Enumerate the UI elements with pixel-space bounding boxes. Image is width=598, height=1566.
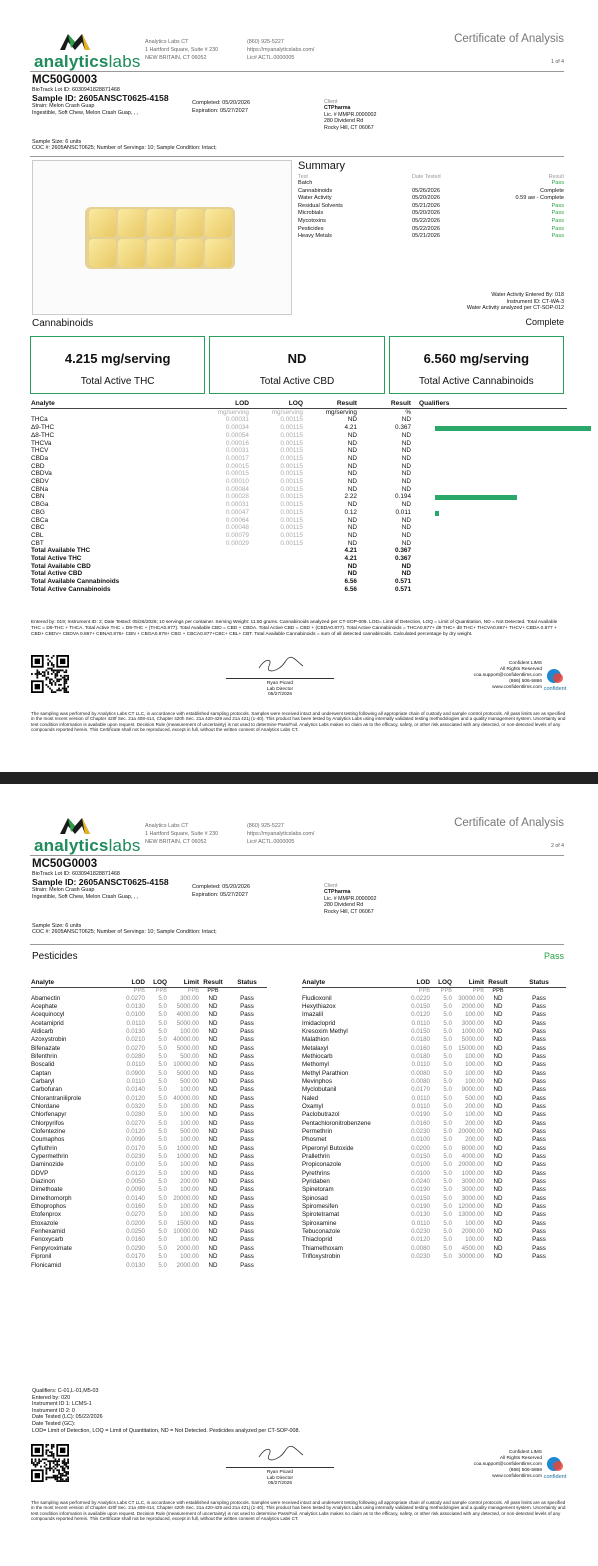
table-row: Ethoprophos 0.0160 5.0 100.00 ND Pass — [31, 1203, 254, 1211]
table-row: CBT 0.00029 0.00115 ND ND — [31, 539, 411, 547]
table-row: Diazinon 0.0050 5.0 200.00 ND Pass — [31, 1178, 254, 1186]
table-row: Pentachloronitrobenzene 0.0160 5.0 200.00 ND Pass — [302, 1119, 546, 1127]
summary-row: Residual Solvents 05/21/2026 Pass — [298, 202, 564, 209]
coa-title: Certificate of Analysis — [454, 33, 564, 45]
table-row: Fenhexamid 0.0250 5.0 10000.00 ND Pass — [31, 1228, 254, 1236]
cannabinoid-notes: Entered by: 019; Instrument ID: 2; Date Tested: 05/26/2026; 10 servings per container. Serving Weight: 11.50 grams. Cannabinoids analyzed per CT-SOP-009. LOD= Limit of Detection, LOQ = Limit of Quantitation, ND = Not Detected. Total Available THC = D9-THC + THCA. Total Active THC = D9-THC + (THCA0.877). Total Available CBD = CBD + CBDA. Total Active CBD = CBD + (CBDA0.877). Total Active Cannabinoids = THCA0.877+ d9 THC+ d8 THC+ THCVA0.867+ THCV+ CBDA 0.877 + CBD+ CBDV+ CBDVA 0.867+ CBNA0.876+ CBN + CBGA0.878+ CBG + CBCA0.877+CBC+ CBL+ CBT. Total Available Cannabinoids = sum of all detected cannabinoids. Calculated percentage by dry weight. — [31, 620, 558, 637]
table-row: Carbofuran 0.0140 5.0 100.00 ND Pass — [31, 1086, 254, 1094]
table-row: CBDV 0.00010 0.00115 ND ND — [31, 478, 411, 486]
table-row: Clofentezine 0.0120 5.0 500.00 ND Pass — [31, 1128, 254, 1135]
total-row: Total Active CBD ND ND — [31, 570, 411, 578]
qualifier-line: Entered by: 020 — [32, 1394, 71, 1401]
total-row: Total Available THC 4.21 0.367 — [31, 547, 411, 555]
table-row: Aldicarb 0.0130 5.0 100.00 ND Pass — [31, 1027, 254, 1035]
signature-icon — [255, 654, 307, 676]
summary-rows — [298, 180, 564, 241]
lab-address: Analytics Labs CT 1 Hartford Square, Suite # 230 NEW BRITAIN, CT 06052 — [145, 39, 219, 61]
table-row: Methiocarb 0.0180 5.0 100.00 ND Pass — [302, 1052, 546, 1060]
table-row: Hexythiazox 0.0150 5.0 2000.00 ND Pass — [302, 1002, 546, 1010]
table-header: Analyte LOD LOQ Limit Result Status — [302, 979, 566, 987]
table-row: CBN 0.00028 0.00115 2.22 0.194 — [31, 493, 567, 501]
table-row: Mevinphos 0.0080 5.0 100.00 ND Pass — [302, 1077, 546, 1085]
table-row: CBD 0.00015 0.00115 ND ND — [31, 462, 411, 470]
sample-code: MC50G0003 — [32, 74, 98, 86]
table-row: Chlorpyrifos 0.0270 5.0 100.00 ND Pass — [31, 1119, 254, 1127]
pesticides-result: Pass — [543, 951, 564, 961]
sample-size: Sample Size: 6 units COC #: 2605ANSCT0625; Number of Servings: 10; Sample Condition: Intact; — [32, 923, 217, 936]
cannabinoids-title: Cannabinoids — [32, 318, 94, 329]
client-info: Client CTPharma Lic. # MMPR.0000002 280 Dividend Rd Rocky Hill, CT 06067 — [324, 99, 377, 131]
lab-logo-text: analyticslabs — [34, 836, 141, 855]
signature-block: Ryan Picard Lab Director 05/27/2026 — [226, 678, 334, 698]
table-row: Methyl Parathion 0.0080 5.0 100.00 ND Pass — [302, 1069, 546, 1077]
table-row: Coumaphos 0.0090 5.0 100.00 ND Pass — [31, 1136, 254, 1144]
table-row: Myclobutanil 0.0170 5.0 9000.00 ND Pass — [302, 1086, 546, 1094]
sample-info — [32, 858, 572, 936]
lims-info: Confident LIMS All Rights Reserved coa.support@confidentlims.com (866) 506-5866 www.confidentlims.com — [473, 661, 542, 690]
table-row: Etoxazole 0.0200 5.0 1500.00 ND Pass — [31, 1219, 254, 1227]
table-row: Imidacloprid 0.0110 5.0 3000.00 ND Pass — [302, 1019, 546, 1027]
table-row: Thiacloprid 0.0120 5.0 100.00 ND Pass — [302, 1236, 546, 1244]
table-row: Phosmet 0.0100 5.0 200.00 ND Pass — [302, 1136, 546, 1144]
qualifier-line: Instrument ID 1: LCMS-1 — [32, 1401, 92, 1408]
table-row: Naled 0.0110 5.0 500.00 ND Pass — [302, 1094, 546, 1102]
units-row: mg/serving mg/serving mg/serving % — [217, 408, 411, 416]
qualifier-line: Instrument ID 2: 0 — [32, 1407, 75, 1414]
qualifier-bar — [435, 511, 439, 516]
table-header: Analyte LOD LOQ Result Result Qualifiers — [31, 400, 567, 408]
table-row: Abamectin 0.0270 5.0 300.00 ND Pass — [31, 994, 254, 1002]
qualifier-bar — [435, 426, 591, 431]
page-number: 2 of 4 — [551, 843, 564, 849]
biotrack-lot: BioTrack Lot ID: 6030941828871468 — [32, 87, 120, 93]
pesticide-qualifiers — [32, 1388, 300, 1434]
table-row: CBDVa 0.00015 0.00115 ND ND — [31, 470, 411, 478]
summary-row: Cannabinoids 05/26/2026 Complete — [298, 187, 564, 194]
sample-info — [32, 74, 572, 152]
table-row: Cyfluthrin 0.0170 5.0 1000.00 ND Pass — [31, 1144, 254, 1152]
table-row: Acephate 0.0130 5.0 5000.00 ND Pass — [31, 1002, 254, 1010]
table-row: Malathion 0.0180 5.0 5000.00 ND Pass — [302, 1036, 546, 1044]
table-row: Pyrethrins 0.0100 5.0 1000.00 ND Pass — [302, 1169, 546, 1177]
pesticides-title: Pesticides — [32, 951, 78, 962]
disclaimer: The sampling was performed by Analytics Labs CT LLC, in accordance with established sampling protocols. Samples were received intact and underwent testing following all appropriate chain of custody and sample control protocols. All pass limits are as specified in the most recent version of Chapter 420f Sec. 21a 408-414, Chapter 420h Sec. 21a 420-429 and 21a 421j (1-40). This product has been tested by Analytics Labs using internally validated testing methodologies and a quality management system. Uncertainty and test condition information is available upon request. Decision Rule (measurement of uncertainty) is not used to determine Pass/Fail. Analytics Labs makes no claim as to the efficacy, safety, or other risk associated with any detected, or non-detected levels of any compounds reported herein. This Certificate shall not be reproduced, except in full, without the written consent of Analytics Labs CT. — [31, 711, 566, 733]
total-row: Total Available Cannabinoids 6.56 0.571 — [31, 578, 411, 586]
divider — [30, 944, 564, 945]
table-row: Piperonyl Butoxide 0.0200 5.0 8000.00 ND Pass — [302, 1144, 546, 1152]
divider — [30, 855, 564, 856]
disclaimer: The sampling was performed by Analytics Labs CT LLC, in accordance with established sampling protocols. Samples were received intact and underwent testing following all appropriate chain of custody and sample control protocols. All pass limits are as specified in the most recent version of Chapter 420f Sec. 21a 408-414, Chapter 420h Sec. 21a 420-429 and 21a 421j (1-40). This product has been tested by Analytics Labs using internally validated testing methodologies and a quality management system. Uncertainty and test condition information is available upon request. Decision Rule (measurement of uncertainty) is not used to determine Pass/Fail. Analytics Labs makes no claim as to the efficacy, safety, or other risk associated with any detected, or non-detected levels of any compounds reported herein. This Certificate shall not be reproduced, except in full, without the written consent of Analytics Labs CT. — [31, 1500, 566, 1522]
table-row: Spiromesifen 0.0190 5.0 12000.00 ND Pass — [302, 1203, 546, 1211]
client-info: Client CTPharma Lic. # MMPR.0000002 280 Dividend Rd Rocky Hill, CT 06067 — [324, 883, 377, 915]
table-row: Spirotetramat 0.0130 5.0 13000.00 ND Pass — [302, 1211, 546, 1219]
table-row: CBDa 0.00017 0.00115 ND ND — [31, 454, 411, 462]
cannabinoids-table — [31, 400, 567, 594]
divider — [30, 156, 564, 157]
table-row: Spinosad 0.0150 5.0 3000.00 ND Pass — [302, 1194, 546, 1202]
summary-row: Mycotoxins 05/22/2026 Pass — [298, 217, 564, 224]
table-row: Flonicamid 0.0130 5.0 2000.00 ND Pass — [31, 1261, 254, 1269]
table-row: Daminozide 0.0100 5.0 100.00 ND Pass — [31, 1161, 254, 1169]
summary-row: Batch Pass — [298, 180, 564, 186]
strain: Strain: Melon Crash Guap — [32, 887, 95, 893]
table-row: Kresoxim Methyl 0.0150 5.0 1000.00 ND Pass — [302, 1027, 546, 1035]
sample-id: Sample ID: 2605ANSCT0625-4158 — [32, 877, 169, 887]
table-row: Tebuconazole 0.0230 5.0 2000.00 ND Pass — [302, 1228, 546, 1236]
table-row: Spinetoram 0.0190 5.0 3000.00 ND Pass — [302, 1186, 546, 1194]
total-cbd-box: ND Total Active CBD — [209, 336, 384, 394]
table-row: CBCa 0.00064 0.00115 ND ND — [31, 516, 411, 524]
qr-code-icon — [31, 1444, 69, 1482]
table-row: Bifenazate 0.0270 5.0 5000.00 ND Pass — [31, 1044, 254, 1052]
divider — [30, 71, 564, 72]
table-row: Thiamethoxam 0.0080 5.0 4500.00 ND Pass — [302, 1244, 546, 1252]
coa-page-1 — [0, 0, 598, 772]
table-row: Permethrin 0.0230 5.0 20000.00 ND Pass — [302, 1128, 546, 1135]
table-row: Prallethrin 0.0150 5.0 4000.00 ND Pass — [302, 1153, 546, 1161]
table-row: Propiconazole 0.0100 5.0 20000.00 ND Pass — [302, 1161, 546, 1169]
signature-block: Ryan Picard Lab Director 05/27/2026 — [226, 1467, 334, 1487]
table-row: Δ8-THC 0.00054 0.00115 ND ND — [31, 431, 411, 439]
product-photo — [32, 160, 292, 315]
table-row: DDVP 0.0120 5.0 100.00 ND Pass — [31, 1169, 254, 1177]
coa-title: Certificate of Analysis — [454, 817, 564, 829]
sample-dates: Completed: 05/20/2026 Expiration: 05/27/2027 — [192, 884, 251, 898]
total-row: Total Active THC 4.21 0.367 — [31, 555, 411, 563]
table-row: Chlorantraniliprole 0.0120 5.0 40000.00 ND Pass — [31, 1094, 254, 1102]
confident-logo-icon — [546, 668, 564, 684]
summary-header: Test Date Tested Result — [298, 174, 564, 180]
table-row: Δ9-THC 0.00034 0.00115 4.21 0.367 — [31, 424, 567, 432]
table-row: Fludioxonil 0.0220 5.0 30000.00 ND Pass — [302, 994, 546, 1002]
table-header: Analyte LOD LOQ Limit Result Status — [31, 979, 267, 987]
table-row: CBC 0.00048 0.00115 ND ND — [31, 524, 411, 532]
summary-row: Heavy Metals 05/21/2026 Pass — [298, 233, 564, 240]
table-row: Azoxystrobin 0.0210 5.0 40000.00 ND Pass — [31, 1036, 254, 1044]
table-row: Acequinocyl 0.0100 5.0 4000.00 ND Pass — [31, 1011, 254, 1019]
sample-code: MC50G0003 — [32, 858, 98, 870]
table-row: THCVa 0.00016 0.00115 ND ND — [31, 439, 411, 447]
total-cannabinoids-box: 6.560 mg/serving Total Active Cannabinoids — [389, 336, 564, 394]
strain: Strain: Melon Crash Guap — [32, 103, 95, 109]
matrix: Ingestible, Soft Chew, Melon Crash Guap, , , — [32, 893, 139, 900]
table-row: Chlorfenapyr 0.0280 5.0 100.00 ND Pass — [31, 1111, 254, 1119]
page-separator — [0, 772, 598, 784]
sample-id: Sample ID: 2605ANSCT0625-4158 — [32, 93, 169, 103]
lims-info: Confident LIMS All Rights Reserved coa.support@confidentlims.com (866) 506-5866 www.confidentlims.com — [473, 1450, 542, 1479]
table-row: Fenpyroximate 0.0290 5.0 2000.00 ND Pass — [31, 1244, 254, 1252]
total-row: Total Active Cannabinoids 6.56 0.571 — [31, 585, 411, 593]
qualifier-bar — [435, 495, 517, 500]
qualifier-line: Qualifiers: C-01,L-01,M5-03 — [32, 1388, 99, 1394]
pesticides-table-left — [31, 979, 267, 1270]
table-row: Oxamyl 0.0110 5.0 200.00 ND Pass — [302, 1102, 546, 1110]
qualifier-line: LOD= Limit of Detection, LOQ = Limit of Quantitation, ND = Not Detected. Pesticides analyzed per CT-SOP-008. — [32, 1427, 301, 1434]
confident-logo: confident — [542, 1456, 568, 1480]
summary-row: Water Activity 05/20/2026 0.59 aw - Complete — [298, 195, 564, 202]
cannabinoids-status: Complete — [525, 317, 564, 327]
summary-panel — [298, 160, 564, 241]
lab-logo-text: analyticslabs — [34, 52, 141, 71]
lab-contact: (860) 925-5227 https://myanalyticslabs.com/ Lic# ACTL.0000005 — [247, 39, 315, 61]
lab-address: Analytics Labs CT 1 Hartford Square, Suite # 230 NEW BRITAIN, CT 06052 — [145, 823, 219, 845]
table-row: Captan 0.0900 5.0 5000.00 ND Pass — [31, 1069, 254, 1077]
lab-contact: (860) 925-5227 https://myanalyticslabs.com/ Lic# ACTL.0000005 — [247, 823, 315, 845]
table-row: Dimethomorph 0.0140 5.0 20000.00 ND Pass — [31, 1194, 254, 1202]
table-row: Dimethoate 0.0090 5.0 100.00 ND Pass — [31, 1186, 254, 1194]
table-row: Boscalid 0.0110 5.0 10000.00 ND Pass — [31, 1061, 254, 1069]
qualifier-line: Date Tested (LC): 05/22/2026 — [32, 1414, 103, 1421]
table-row: Methomyl 0.0110 5.0 100.00 ND Pass — [302, 1061, 546, 1069]
signature-icon — [255, 1443, 307, 1465]
total-row: Total Available CBD ND ND — [31, 562, 411, 570]
units-row: PPB PPB PPB PPB — [418, 987, 504, 994]
table-row: CBNa 0.00084 0.00115 ND ND — [31, 485, 411, 493]
biotrack-lot: BioTrack Lot ID: 6030941828871468 — [32, 871, 120, 877]
table-row: Trifloxystrobin 0.0230 5.0 30000.00 ND Pass — [302, 1253, 546, 1261]
coa-page-2 — [0, 784, 598, 1566]
summary-row: Pesticides 05/22/2026 Pass — [298, 225, 564, 232]
table-row: Spiroxamine 0.0110 5.0 100.00 ND Pass — [302, 1219, 546, 1227]
page-number: 1 of 4 — [551, 59, 564, 65]
table-row: CBL 0.00079 0.00115 ND ND — [31, 531, 411, 539]
page-header — [0, 784, 598, 856]
page-header — [0, 0, 598, 72]
table-row: CBGa 0.00031 0.00115 ND ND — [31, 501, 411, 509]
summary-row: Microbials 05/20/2026 Pass — [298, 210, 564, 217]
table-row: Acetamiprid 0.0110 5.0 5000.00 ND Pass — [31, 1019, 254, 1027]
table-row: Imazalil 0.0120 5.0 100.00 ND Pass — [302, 1011, 546, 1019]
table-row: Bifenthrin 0.0280 5.0 500.00 ND Pass — [31, 1052, 254, 1060]
table-row: THCa 0.00031 0.00115 ND ND — [31, 416, 411, 424]
table-row: Fenoxycarb 0.0160 5.0 100.00 ND Pass — [31, 1236, 254, 1244]
table-row: THCV 0.00031 0.00115 ND ND — [31, 447, 411, 455]
sample-dates: Completed: 05/20/2026 Expiration: 05/27/2027 — [192, 100, 251, 114]
table-row: Metalaxyl 0.0160 5.0 15000.00 ND Pass — [302, 1044, 546, 1052]
table-row: Fipronil 0.0170 5.0 100.00 ND Pass — [31, 1253, 254, 1261]
units-row: PPB PPB PPB PPB — [133, 987, 219, 994]
pesticides-table-right — [302, 979, 566, 1262]
table-row: Etofenprox 0.0270 5.0 100.00 ND Pass — [31, 1211, 254, 1219]
total-thc-box: 4.215 mg/serving Total Active THC — [30, 336, 205, 394]
table-row: Carbaryl 0.0110 5.0 500.00 ND Pass — [31, 1077, 254, 1085]
qualifier-line: Date Tested (GC): — [32, 1420, 76, 1427]
confident-logo: confident — [542, 668, 568, 692]
table-row: CBG 0.00047 0.00115 0.12 0.011 — [31, 509, 567, 517]
confident-logo-icon — [546, 1456, 564, 1472]
totals-boxes — [30, 336, 564, 394]
sample-size: Sample Size: 6 units COC #: 2605ANSCT0625; Number of Servings: 10; Sample Condition: Intact; — [32, 139, 217, 152]
water-activity-notes: Water Activity Entered By: 018 Instrument ID: CT-WA-3 Water Activity analyzed per CT-SOP-012 — [466, 292, 564, 312]
matrix: Ingestible, Soft Chew, Melon Crash Guap, , , — [32, 109, 139, 116]
table-row: Pyridaben 0.0240 5.0 3000.00 ND Pass — [302, 1178, 546, 1186]
table-row: Cypermethrin 0.0230 5.0 1000.00 ND Pass — [31, 1153, 254, 1161]
qr-code-icon — [31, 655, 69, 693]
gummies-image — [33, 161, 291, 314]
table-row: Chlordane 0.0320 5.0 100.00 ND Pass — [31, 1102, 254, 1110]
table-row: Paclobutrazol 0.0190 5.0 100.00 ND Pass — [302, 1111, 546, 1119]
summary-title: Summary — [298, 160, 346, 172]
